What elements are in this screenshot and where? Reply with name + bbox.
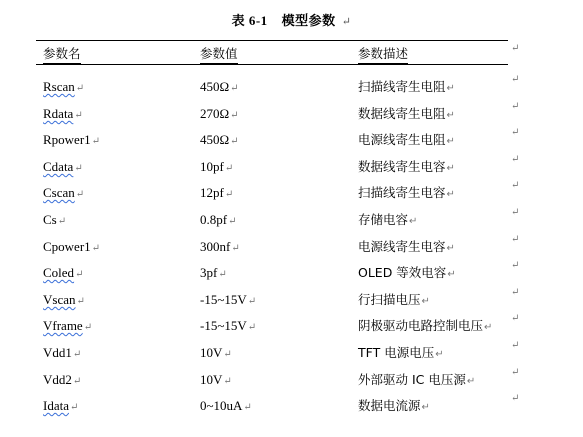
param-description-cell: [358, 239, 455, 257]
param-description: 数据线寄生电容: [358, 159, 446, 174]
param-value: 10V: [200, 372, 223, 387]
param-name: Rscan: [43, 79, 75, 94]
row-end-mark: ↵: [511, 340, 520, 351]
param-value: 0~10uA: [200, 398, 243, 413]
param-name-cell: [43, 132, 100, 150]
param-value: -15~15V: [200, 292, 247, 307]
param-value-cell: [200, 239, 240, 257]
param-value: 450Ω: [200, 132, 230, 147]
paragraph-mark: ↵: [72, 376, 82, 387]
param-value-cell: [200, 265, 227, 283]
paragraph-mark: ↵: [446, 189, 455, 200]
param-description: 行扫描电压: [358, 292, 421, 307]
param-name-cell: [43, 318, 92, 336]
param-description-cell: [358, 265, 456, 283]
paragraph-mark: ↵: [435, 349, 444, 360]
param-description: TFT 电源电压: [358, 345, 435, 360]
row-end-mark: ↵: [511, 367, 520, 378]
param-value-cell: [200, 185, 233, 203]
paragraph-mark: ↵: [224, 163, 234, 174]
param-value: 300nf: [200, 239, 231, 254]
paragraph-mark: ↵: [446, 243, 455, 254]
paragraph-mark: ↵: [75, 189, 85, 200]
param-value: -15~15V: [200, 318, 247, 333]
paragraph-mark: ↵: [83, 322, 93, 333]
param-name: Cs: [43, 212, 57, 227]
param-value-cell: [200, 398, 252, 416]
param-name: Vscan: [43, 292, 76, 307]
paragraph-mark: ↵: [223, 376, 232, 387]
table-title: 模型参数: [281, 13, 336, 28]
paragraph-mark: ↵: [223, 349, 232, 360]
paragraph-mark: ↵: [446, 110, 455, 121]
param-value-cell: [200, 132, 239, 150]
row-end-mark: ↵: [511, 101, 520, 112]
param-description: OLED 等效电容: [358, 265, 447, 280]
param-name-cell: [43, 292, 85, 310]
paragraph-mark: ↵: [74, 110, 83, 121]
param-description: 数据电流源: [358, 398, 421, 413]
paragraph-mark: ↵: [247, 322, 257, 333]
paragraph-mark: ↵: [69, 402, 79, 413]
param-description: 阴极驱动电路控制电压: [358, 318, 484, 333]
paragraph-mark: ↵: [230, 110, 239, 121]
param-name: Cdata: [43, 159, 74, 174]
param-description: 电源线寄生电容: [358, 239, 446, 254]
row-end-mark: ↵: [511, 287, 520, 298]
paragraph-mark: ↵: [230, 136, 239, 147]
param-value: 0.8pf: [200, 212, 228, 227]
param-description-cell: [358, 132, 455, 150]
row-end-mark: ↵: [511, 74, 520, 85]
param-value: 450Ω: [200, 79, 230, 94]
param-name-cell: [43, 265, 83, 283]
table-top-rule: [36, 40, 508, 41]
param-name-cell: [43, 159, 83, 177]
param-description-cell: [358, 79, 455, 97]
param-description-cell: [358, 398, 430, 416]
param-description: 外部驱动 IC 电压源: [358, 372, 466, 387]
param-description-cell: [358, 185, 455, 203]
param-description: 电源线寄生电阻: [358, 132, 446, 147]
param-description-cell: [358, 106, 455, 124]
param-description-cell: [358, 159, 455, 177]
paragraph-mark: ↵: [446, 136, 455, 147]
paragraph-mark: ↵: [74, 163, 83, 174]
paragraph-mark: ↵: [230, 83, 239, 94]
paragraph-mark: ↵: [421, 296, 430, 307]
param-value-cell: [200, 292, 256, 310]
param-name-cell: [43, 398, 78, 416]
param-value-cell: [200, 212, 236, 230]
param-name-cell: [43, 212, 66, 230]
paragraph-mark: ↵: [228, 216, 237, 227]
paragraph-mark: ↵: [57, 216, 67, 227]
param-value-cell: [200, 106, 239, 124]
param-description: 扫描线寄生电容: [358, 185, 446, 200]
param-value: 10pf: [200, 159, 224, 174]
paragraph-mark: ↵: [247, 296, 257, 307]
param-description-cell: [358, 318, 492, 336]
param-name-cell: [43, 185, 84, 203]
paragraph-mark: ↵: [447, 269, 456, 280]
row-end-mark: ↵: [511, 180, 520, 191]
param-value: 10V: [200, 345, 223, 360]
row-end-mark: ↵: [511, 43, 520, 54]
param-name: Cpower1: [43, 239, 91, 254]
paragraph-mark: ↵: [409, 216, 418, 227]
param-description: 扫描线寄生电阻: [358, 79, 446, 94]
param-description-cell: [358, 345, 444, 363]
column-header-name: 参数名: [43, 46, 81, 64]
paragraph-mark: ↵: [224, 189, 234, 200]
paragraph-mark: ↵: [243, 402, 252, 413]
param-name-cell: [43, 239, 100, 257]
paragraph-mark: ↵: [421, 402, 430, 413]
paragraph-mark: ↵: [218, 269, 227, 280]
param-name-cell: [43, 106, 83, 124]
paragraph-mark: ↵: [75, 269, 84, 280]
paragraph-mark: ↵: [91, 243, 101, 254]
param-value: 270Ω: [200, 106, 230, 121]
row-end-mark: ↵: [511, 127, 520, 138]
paragraph-mark: ↵: [72, 349, 82, 360]
param-name: Vframe: [43, 318, 83, 333]
paragraph-mark: ↵: [484, 322, 493, 333]
param-description: 存储电容: [358, 212, 409, 227]
param-value-cell: [200, 79, 239, 97]
paragraph-mark: ↵: [91, 136, 101, 147]
paragraph-mark: ↵: [231, 243, 240, 254]
paragraph-mark: ↵: [341, 16, 352, 28]
param-description-cell: [358, 212, 417, 230]
param-name: Vdd2: [43, 372, 72, 387]
param-value: 3pf: [200, 265, 218, 280]
row-end-mark: ↵: [511, 393, 520, 404]
param-description-cell: [358, 372, 475, 390]
row-end-mark: ↵: [511, 154, 520, 165]
paragraph-mark: ↵: [446, 163, 455, 174]
param-value-cell: [200, 345, 232, 363]
row-end-mark: ↵: [511, 313, 520, 324]
param-name: Idata: [43, 398, 69, 413]
param-value-cell: [200, 372, 232, 390]
table-header-rule: [36, 64, 508, 65]
param-name: Coled: [43, 265, 75, 280]
param-name: Rdata: [43, 106, 74, 121]
param-value-cell: [200, 318, 256, 336]
param-name: Vdd1: [43, 345, 72, 360]
paragraph-mark: ↵: [446, 83, 455, 94]
paragraph-mark: ↵: [466, 376, 476, 387]
table-number: 表 6-1: [231, 13, 268, 28]
param-name-cell: [43, 79, 84, 97]
param-value: 12pf: [200, 185, 224, 200]
column-header-value: 参数值: [200, 46, 238, 64]
column-header-description: 参数描述: [358, 46, 408, 64]
row-end-mark: ↵: [511, 260, 520, 271]
param-description: 数据线寄生电阻: [358, 106, 446, 121]
row-end-mark: ↵: [511, 234, 520, 245]
row-end-mark: ↵: [511, 207, 520, 218]
param-name-cell: [43, 345, 81, 363]
param-name: Rpower1: [43, 132, 91, 147]
table-caption: [0, 10, 583, 29]
param-name: Cscan: [43, 185, 75, 200]
param-name-cell: [43, 372, 81, 390]
paragraph-mark: ↵: [76, 296, 85, 307]
param-value-cell: [200, 159, 233, 177]
param-description-cell: [358, 292, 430, 310]
paragraph-mark: ↵: [75, 83, 85, 94]
